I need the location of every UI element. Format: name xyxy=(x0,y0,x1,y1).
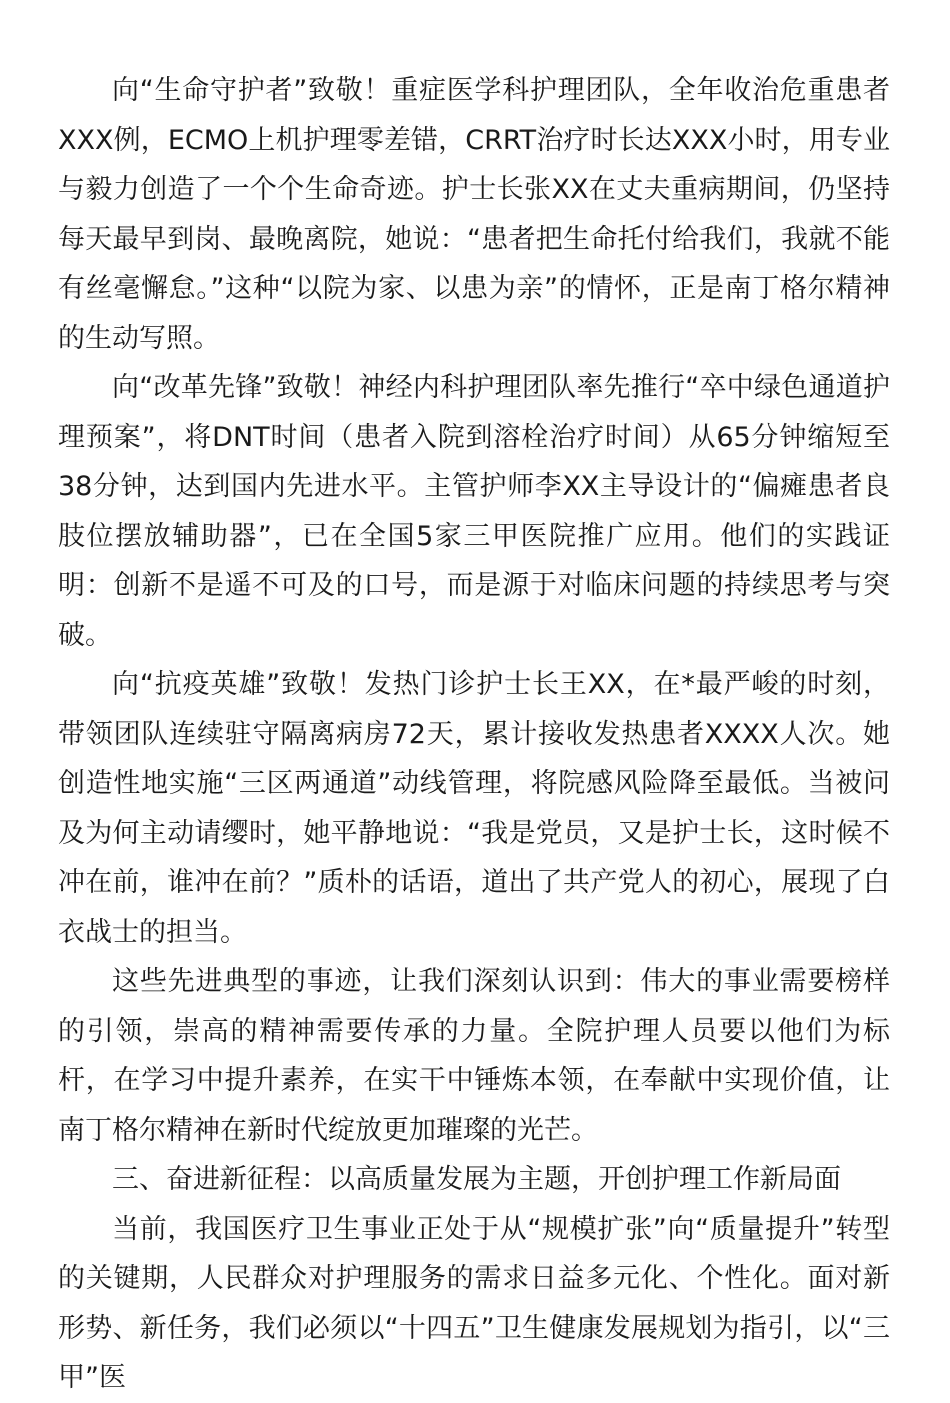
paragraph-current-situation: 当前，我国医疗卫生事业正处于从“规模扩张”向“质量提升”转型的关键期，人民群众对护理服务的需求日益多元化、个性化。面对新形势、新任务，我们必须以“十四五”卫生健康发展规划为指引，以“三甲”医 xyxy=(58,1213,890,1393)
paragraph-life-guardians: 向“生命守护者”致敬！重症医学科护理团队，全年收治危重患者XXX例，ECMO上机护理零差错，CRRT治疗时长达XXX小时，用专业与毅力创造了一个个生命奇迹。护士长张XX在丈夫重病期间，仍坚持每天最早到岗、最晚离院，她说：“患者把生命托付给我们，我就不能有丝毫懈怠。”这种“以院为家、以患为亲”的情怀，正是南丁格尔精神的生动写照。 xyxy=(58,75,890,354)
document-page xyxy=(58,66,890,1403)
paragraph-role-models: 这些先进典型的事迹，让我们深刻认识到：伟大的事业需要榜样的引领，崇高的精神需要传承的力量。全院护理人员要以他们为标杆，在学习中提升素养，在实干中锤炼本领，在奉献中实现价值，让南丁格尔精神在新时代绽放更加璀璨的光芒。 xyxy=(58,966,890,1146)
paragraph-reform-pioneers: 向“改革先锋”致敬！神经内科护理团队率先推行“卒中绿色通道护理预案”，将DNT时间（患者入院到溶栓治疗时间）从65分钟缩短至38分钟，达到国内先进水平。主管护师李XX主导设计的“偏瘫患者良肢位摆放辅助器”，已在全国5家三甲医院推广应用。他们的实践证明：创新不是遥不可及的口号，而是源于对临床问题的持续思考与突破。 xyxy=(58,372,890,651)
paragraph-epidemic-heroes: 向“抗疫英雄”致敬！发热门诊护士长王XX，在*最严峻的时刻，带领团队连续驻守隔离病房72天，累计接收发热患者XXXX人次。她创造性地实施“三区两通道”动线管理，将院感风险降至最低。当被问及为何主动请缨时，她平静地说：“我是党员，又是护士长，这时候不冲在前，谁冲在前？”质朴的话语，道出了共产党人的初心，展现了白衣战士的担当。 xyxy=(58,669,890,948)
section-heading: 三、奋进新征程：以高质量发展为主题，开创护理工作新局面 xyxy=(112,1164,841,1195)
